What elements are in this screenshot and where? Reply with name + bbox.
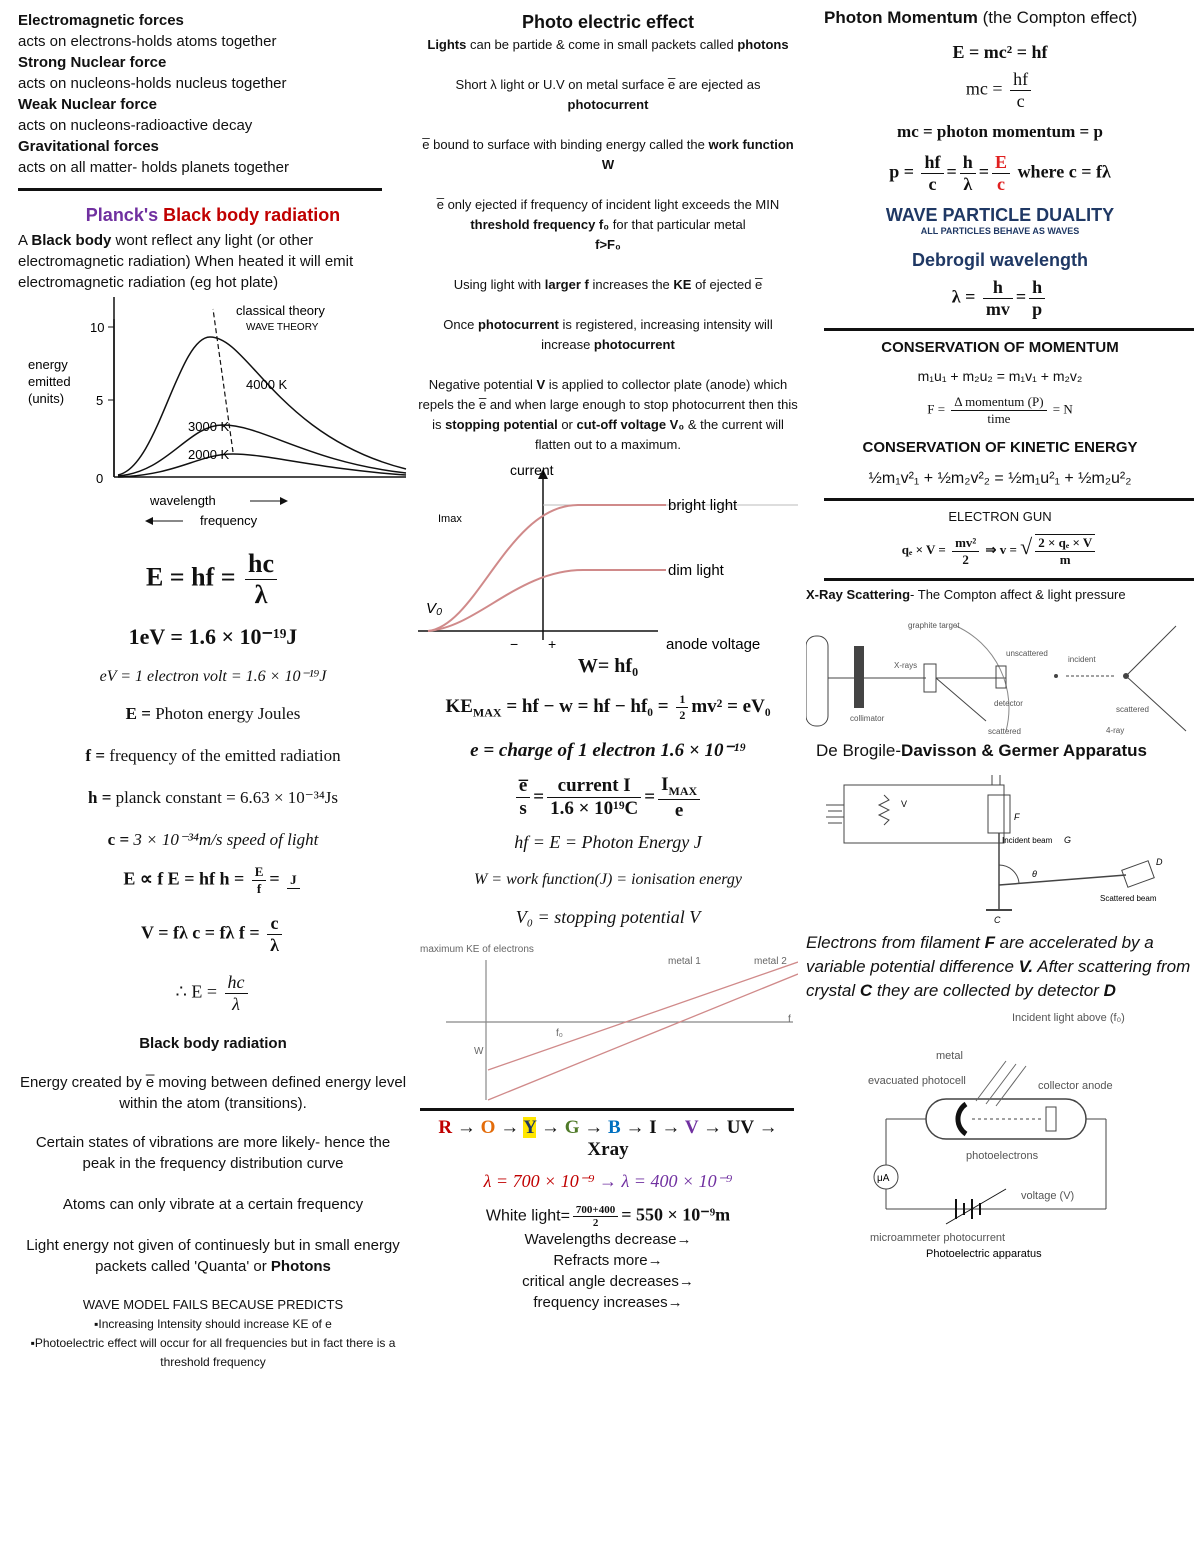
curve-label: 2000 K: [188, 447, 230, 462]
gun: [988, 795, 1010, 833]
eq2: [806, 69, 1194, 112]
dg-title: [816, 741, 1194, 761]
dglabel: Scattered beam: [1100, 894, 1157, 904]
eq-ev: 1eV = 1.6 × 10⁻¹⁹J: [128, 624, 298, 649]
ke-graph: [418, 942, 798, 1102]
num-sub: MAX: [668, 783, 698, 798]
frac-num: E: [252, 864, 267, 881]
b: work function W: [601, 137, 794, 172]
photon: [1054, 674, 1058, 678]
xray-a: X-Ray Scattering: [806, 587, 911, 603]
pe-para: [418, 35, 798, 55]
frac-num: current I: [547, 775, 641, 798]
spectrum: [418, 1117, 798, 1161]
w-def: W = work function(J) = ionisation energy: [473, 870, 743, 888]
dglabel: D: [1156, 857, 1163, 868]
hf-eq: hf = E = Photon Energy J: [514, 831, 702, 852]
intro-a: A: [18, 232, 32, 249]
b: f>F₀: [595, 237, 621, 252]
arrowhead: [280, 497, 288, 505]
def-sym: f =: [85, 746, 106, 765]
metal2-line: [488, 974, 798, 1100]
dglabel: V: [901, 799, 908, 810]
arrow: →: [753, 1116, 778, 1138]
ylabel: maximum KE of electrons: [420, 943, 534, 955]
frac-den: λ: [963, 174, 973, 194]
b: photocurrent: [593, 337, 675, 352]
xray-title: [806, 587, 1194, 602]
ytick: 0: [96, 471, 104, 486]
eq-main: [18, 549, 408, 610]
t: e̅ bound to surface with binding energy called the: [422, 137, 709, 152]
pe-title: Photo electric effect: [521, 12, 695, 32]
dglabel: C: [994, 915, 1001, 926]
frac-den: λ: [254, 580, 268, 609]
def-rest: 3 × 10⁻³⁴m/s speed of light: [129, 830, 319, 849]
eq-main-text: E = hf =: [145, 562, 243, 592]
xray-tube: [806, 636, 828, 726]
eq4: p = $\frac{hf}{c}$ = $\frac{h}{\lambda}$ = $\frac{E}{c}$ where c = fλ: [889, 152, 1111, 194]
cap-b: C: [859, 981, 873, 1001]
cap-t: are accelerated by a variable potential difference: [806, 933, 1154, 977]
eq4-a: p =: [889, 161, 919, 182]
xlabel: collimator: [850, 714, 885, 724]
divider: [824, 328, 1194, 331]
dglabel: θ: [1032, 869, 1037, 880]
bright-curve: [428, 505, 666, 631]
ke: KE: [445, 695, 473, 717]
force-desc: acts on electrons-holds atoms together: [18, 33, 277, 50]
xlabel: wavelength: [150, 493, 216, 508]
force-title: Gravitational forces: [18, 138, 159, 155]
def-f: [18, 746, 408, 766]
frac-num: hc: [245, 549, 277, 580]
ylabel: (units): [28, 391, 65, 406]
b: photocurrent: [477, 317, 559, 332]
frac-den: s: [519, 798, 527, 820]
t: for that particular metal: [609, 217, 746, 232]
pelabel: μA: [877, 1173, 890, 1185]
spectrum-item: G: [564, 1116, 580, 1138]
cap-t: After scattering from crystal: [806, 957, 1191, 1001]
t: Using light with: [453, 277, 545, 292]
b: photons: [737, 37, 789, 52]
planck-title: [18, 205, 408, 226]
metal2-label: metal 2: [754, 955, 787, 967]
xray-b: - The Compton affect & light pressure: [910, 587, 1126, 603]
pe-para: [418, 275, 798, 295]
xray-diagram: [806, 606, 1194, 741]
pelabel: microammeter photocurrent: [870, 1232, 1006, 1245]
cap-t: they are collected by detector: [872, 981, 1104, 1001]
ytick: 5: [96, 393, 104, 408]
frac-den: λ: [270, 935, 279, 955]
xlabel: X-rays: [894, 661, 918, 671]
resistor: [879, 795, 889, 825]
xlabel: scattered: [988, 727, 1021, 737]
force-desc: acts on all matter- holds planets together: [18, 159, 289, 176]
force-desc: acts on nucleons-radioactive decay: [18, 117, 253, 134]
ylabel: emitted: [28, 374, 71, 389]
t: is registered, increasing intensity will increase: [541, 317, 773, 352]
frac-num: e̅: [516, 775, 530, 798]
force-title: Weak Nuclear force: [18, 96, 157, 113]
frac-num: 1: [676, 692, 688, 708]
vo-def: V₀ = stopping potential V: [515, 906, 701, 927]
imax-label: Imax: [438, 513, 462, 525]
eq4-b: where c = fλ: [1013, 161, 1111, 182]
t: is applied to collector plate (anode) which repels the e̅ and when large enough to stop photocurrent then this is: [418, 377, 798, 432]
frac-den: 2: [679, 708, 686, 722]
dim-curve: [428, 570, 666, 631]
pm-a: Photon Momentum: [824, 8, 978, 27]
pelabel: Incident light above (f₀): [1012, 1012, 1125, 1025]
bright-label: bright light: [668, 497, 738, 514]
spectrum-item: Xray: [587, 1138, 629, 1160]
dim-label: dim light: [668, 562, 724, 579]
def-rest: frequency of the emitted radiation: [105, 746, 341, 765]
frac-den: f: [256, 881, 262, 896]
frac-num: hf: [921, 152, 943, 174]
divider: [824, 578, 1194, 581]
scatter-ray: [1126, 626, 1176, 676]
bb-para: Energy created by e̅ moving between defined energy level within the atom (transitions).: [19, 1074, 407, 1112]
force-title: Strong Nuclear force: [18, 54, 167, 71]
fo-label: f₀: [556, 1027, 563, 1039]
detector: [996, 666, 1006, 688]
dg-diagram: [806, 765, 1194, 925]
cathode: [958, 1104, 966, 1134]
bb-para: [18, 1235, 408, 1277]
ke-end: mv² = eV₀: [691, 695, 771, 717]
debrogil-title: Debrogil wavelength: [911, 250, 1089, 270]
frac-num: h: [960, 152, 976, 174]
b: cut-off voltage V₀: [576, 417, 685, 432]
ke-eq: [418, 692, 798, 723]
anode-label: anode voltage: [666, 636, 761, 653]
eq-vfl: [18, 913, 408, 956]
b: V: [536, 377, 546, 392]
lambda-eq: [418, 1171, 798, 1192]
ytick: 10: [90, 320, 105, 335]
classical-label: classical theory: [236, 303, 325, 318]
spectrum-item: B: [608, 1116, 621, 1138]
dglabel: Incident beam: [1002, 836, 1053, 846]
list-item: critical angle decreases→: [522, 1272, 694, 1290]
b: threshold frequency f₀: [470, 217, 610, 232]
detector: [1122, 861, 1154, 887]
list-item: frequency increases→: [533, 1293, 683, 1311]
t: & the current will flatten out to a maximum.: [535, 417, 784, 452]
def-E: [18, 704, 408, 724]
intro-c: wont reflect any light (or other electromagnetic radiation) When heated it will emit electromagnetic radiation (eg hot plate): [18, 232, 354, 291]
pe-para: [418, 135, 798, 175]
cap-t: Electrons from filament: [806, 933, 985, 953]
arrow: →: [656, 1116, 685, 1138]
frac-den: time: [987, 411, 1011, 426]
white-light: [418, 1204, 798, 1229]
arrow: →: [536, 1116, 565, 1138]
gun-a: qₑ × V =: [901, 542, 950, 557]
def-sym: c =: [107, 830, 130, 849]
white-b: = 550 × 10⁻⁹m: [621, 1204, 731, 1225]
bb-head: Black body radiation: [139, 1035, 287, 1052]
list-item: Wavelengths decrease→: [524, 1230, 692, 1248]
frac-num: mv²: [952, 535, 979, 552]
pelabel: photoelectrons: [966, 1150, 1039, 1163]
com-head: CONSERVATION OF MOMENTUM: [881, 339, 1119, 356]
t: Short λ light or U.V on metal surface e̅ are ejected as: [455, 77, 761, 92]
frac-num: hf: [1010, 69, 1031, 91]
gun-eq: qₑ × V = $\frac{\text{mv²}}{2}$ ⇒ v = √ $\frac{\text{2 × qₑ × V}}{m}$: [806, 534, 1194, 568]
angle-arc: [999, 865, 1019, 883]
t: of ejected e̅: [691, 277, 763, 292]
column-middle: [418, 0, 798, 1313]
t: or: [557, 417, 577, 432]
divider: [420, 1108, 794, 1111]
curve-label: 3000 K: [188, 419, 230, 434]
gun-b: ⇒ v =: [982, 542, 1021, 557]
wave-label: WAVE THEORY: [246, 322, 319, 333]
def-sym: h =: [87, 788, 112, 807]
dg-b: Davisson & Germer Apparatus: [901, 741, 1147, 761]
spectrum-item: V: [684, 1116, 699, 1138]
frac-num: [658, 774, 700, 800]
frac-den: 1.6 × 10¹⁹C: [550, 798, 639, 820]
force-desc: acts on nucleons-holds nucleus together: [18, 75, 287, 92]
metal1-label: metal 1: [668, 955, 701, 967]
coke-head: CONSERVATION OF KINETIC ENERGY: [862, 439, 1138, 456]
collimator: [854, 646, 864, 708]
frac-den: c: [928, 174, 937, 194]
frac-num: J: [287, 872, 300, 889]
b: larger f: [544, 277, 589, 292]
para-bold: Photons: [270, 1258, 331, 1275]
frac-den: e: [674, 799, 684, 821]
minus-label: −: [510, 636, 519, 652]
frac-num: h: [983, 277, 1013, 299]
curve-3000k: [118, 425, 406, 476]
b: KE: [673, 277, 692, 292]
ke-rest: = hf − w = hf − hf₀ =: [501, 695, 674, 717]
def-rest: planck constant = 6.63 × 10⁻³⁴Js: [111, 788, 339, 807]
lam-a: λ =: [951, 286, 980, 307]
e-charge: e = charge of 1 electron 1.6 × 10⁻¹⁹: [470, 740, 746, 761]
vo-label: V₀: [426, 600, 443, 617]
dglabel: G: [1064, 835, 1072, 846]
spectrum-item: Y: [523, 1116, 537, 1138]
blackbody-graph: [18, 297, 408, 537]
prop-text: E ∝ f E = hf h =: [123, 868, 249, 889]
bb-para: Certain states of vibrations are more likely- hence the peak in the frequency distribution curve: [35, 1134, 391, 1172]
force-title: Electromagnetic forces: [18, 12, 184, 29]
b: stopping potential: [445, 417, 558, 432]
frac-num: E: [992, 152, 1010, 174]
current-eq: $\frac{e̅}{s}$ = $\frac{\text{current I}}{\text{1.6 × 10¹⁹C}}$ = $\frac{I_{MAX}}{e}$: [418, 774, 798, 822]
planck-title-a: Planck's: [85, 205, 159, 225]
spectrum-item: O: [480, 1116, 496, 1138]
divider: [824, 498, 1194, 501]
pelabel: collector anode: [1038, 1080, 1113, 1093]
eq2-a: mc =: [965, 78, 1008, 99]
frac-num: c: [267, 913, 282, 935]
wpd-title: WAVE PARTICLE DUALITY: [885, 205, 1115, 225]
arrow: →: [698, 1116, 727, 1138]
com-eq: m₁u₁ + m₂u₂ = m₁v₁ + m₂v₂: [917, 368, 1083, 384]
anode: [1046, 1107, 1056, 1131]
bb-para: Atoms can only vibrate at a certain frequency: [62, 1196, 364, 1213]
cap-b: V.: [1018, 957, 1034, 977]
eq-therefore: [18, 972, 408, 1015]
def-rest: Photon energy Joules: [150, 704, 301, 723]
lambda-b: → λ = 400 × 10⁻⁹: [599, 1170, 733, 1191]
fail-head: WAVE MODEL FAILS BECAUSE PREDICTS: [82, 1297, 344, 1312]
b: Lights: [427, 37, 467, 52]
recoil-ray: [1126, 676, 1186, 731]
pe-caption: Photoelectric apparatus: [926, 1248, 1042, 1260]
ke-sub: MAX: [472, 705, 502, 720]
arrow: →: [495, 1116, 524, 1138]
pelabel: metal: [936, 1050, 963, 1063]
fail-item: ▪Increasing Intensity should increase KE of e: [94, 1317, 332, 1331]
force-eq: [806, 394, 1194, 427]
arrow: →: [452, 1116, 481, 1138]
column-left: [18, 0, 408, 1372]
plus-label: +: [548, 636, 557, 652]
pe-para: [418, 195, 798, 255]
cap-b: F: [984, 933, 995, 953]
eq-prop: E ∝ f E = hf h = $\frac{E}{f}$ = J: [18, 864, 408, 897]
planck-intro: [18, 230, 408, 293]
def-sym: E =: [125, 704, 151, 723]
tube: [926, 1099, 1086, 1139]
t: Once: [443, 317, 478, 332]
dg-a: De Brogile-: [816, 741, 902, 761]
frac-den: c: [1016, 91, 1025, 111]
pelabel: evacuated photocell: [868, 1075, 966, 1088]
circuit: [844, 785, 1004, 843]
gun-head: ELECTRON GUN: [948, 509, 1052, 524]
pe-para: [418, 315, 798, 355]
para-text: Light energy not given of continuesly but in small energy packets called 'Quanta' or: [26, 1237, 400, 1275]
therefore-text: ∴ E =: [175, 981, 222, 1002]
frac-den: c: [997, 174, 1006, 194]
white-a: White light=: [485, 1207, 570, 1225]
xlabel: unscattered: [1006, 649, 1048, 659]
scattered-beam: [936, 678, 986, 721]
frac-den: 2: [962, 551, 969, 567]
metal1-line: [488, 962, 798, 1070]
photoelectric-apparatus: [806, 1009, 1194, 1259]
frac-den: m: [1059, 552, 1071, 568]
frac-den: mv: [985, 299, 1010, 319]
w-label: W: [474, 1045, 484, 1057]
frac-den: p: [1032, 299, 1043, 319]
frac-num: 2 × qₑ × V: [1035, 535, 1095, 552]
forces-list: [18, 10, 408, 178]
dglabel: F: [1014, 812, 1020, 823]
wpd-sub: ALL PARTICLES BEHAVE AS WAVES: [920, 226, 1080, 236]
spectrum-item: R: [438, 1116, 453, 1138]
w-eq: W= hf₀: [577, 655, 639, 677]
t: can be partide & come in small packets called: [466, 37, 738, 52]
spectrum-item: I: [649, 1116, 657, 1138]
def-h: [18, 788, 408, 808]
arrow: →: [579, 1116, 609, 1138]
divider: [18, 188, 382, 191]
f-label: f: [788, 1013, 791, 1025]
arrowhead: [145, 517, 153, 525]
def-c: [18, 830, 408, 850]
t: increases the: [588, 277, 674, 292]
current-label: current: [510, 465, 554, 478]
vfl-text: V = fλ c = fλ f =: [141, 922, 265, 943]
curve-4000k: [118, 337, 406, 475]
xlabel: detector: [994, 699, 1023, 709]
dg-caption: [806, 931, 1194, 1003]
planck-title-b: Black body radiation: [163, 205, 341, 225]
fail-item: ▪Photoelectric effect will occur for all frequencies but in fact there is a threshold frequency: [30, 1336, 396, 1369]
lambda-eq: λ = $\frac{h}{mv}$ = $\frac{h}{p}$: [806, 277, 1194, 320]
xlabel: 4-ray: [1106, 726, 1125, 736]
xlabel2: frequency: [200, 513, 258, 528]
t: Negative potential: [428, 377, 537, 392]
xlabel: scattered: [1116, 705, 1149, 715]
curve-label: 4000 K: [246, 377, 288, 392]
eq1: E = mc² = hf: [952, 42, 1048, 62]
eq-ev2: eV = 1 electron volt = 1.6 × 10⁻¹⁹J: [99, 668, 327, 685]
b: photocurrent: [567, 97, 649, 112]
pm-title: [824, 8, 1194, 28]
frac-num: 700+400: [573, 1204, 618, 1217]
frac-num: h: [1029, 277, 1045, 299]
force-b: = N: [1049, 401, 1073, 417]
spectrum-item: UV: [726, 1116, 754, 1138]
frac-num: hc: [225, 972, 248, 994]
eq3: mc = photon momentum = p: [897, 122, 1103, 141]
xlabel: graphite target: [908, 621, 960, 631]
coke-eq: ½m₁v²₁ + ½m₂v²₂ = ½m₁u²₁ + ½m₂u²₂: [868, 470, 1132, 487]
lambda-a: λ = 700 × 10⁻⁹: [483, 1170, 595, 1191]
intro-b: Black body: [31, 232, 112, 249]
pe-para: [418, 375, 798, 455]
t: e̅ only ejected if frequency of incident light exceeds the MIN: [436, 197, 780, 212]
frac-num: Δ momentum (P): [951, 394, 1046, 411]
force-a: F =: [927, 401, 949, 417]
pelabel: voltage (V): [1021, 1190, 1075, 1203]
pe-para: [418, 75, 798, 115]
ylabel: energy: [28, 357, 68, 372]
iv-graph: [418, 465, 798, 655]
xlabel: incident: [1068, 655, 1096, 665]
arrow: →: [620, 1116, 650, 1138]
list-item: Refracts more→: [553, 1251, 663, 1269]
num-main: I: [661, 774, 669, 795]
cap-b: D: [1103, 981, 1116, 1001]
frac-den: 2: [592, 1216, 599, 1229]
pm-b: (the Compton effect): [977, 8, 1138, 27]
column-right: [806, 0, 1194, 1259]
frac-den: λ: [232, 994, 240, 1014]
